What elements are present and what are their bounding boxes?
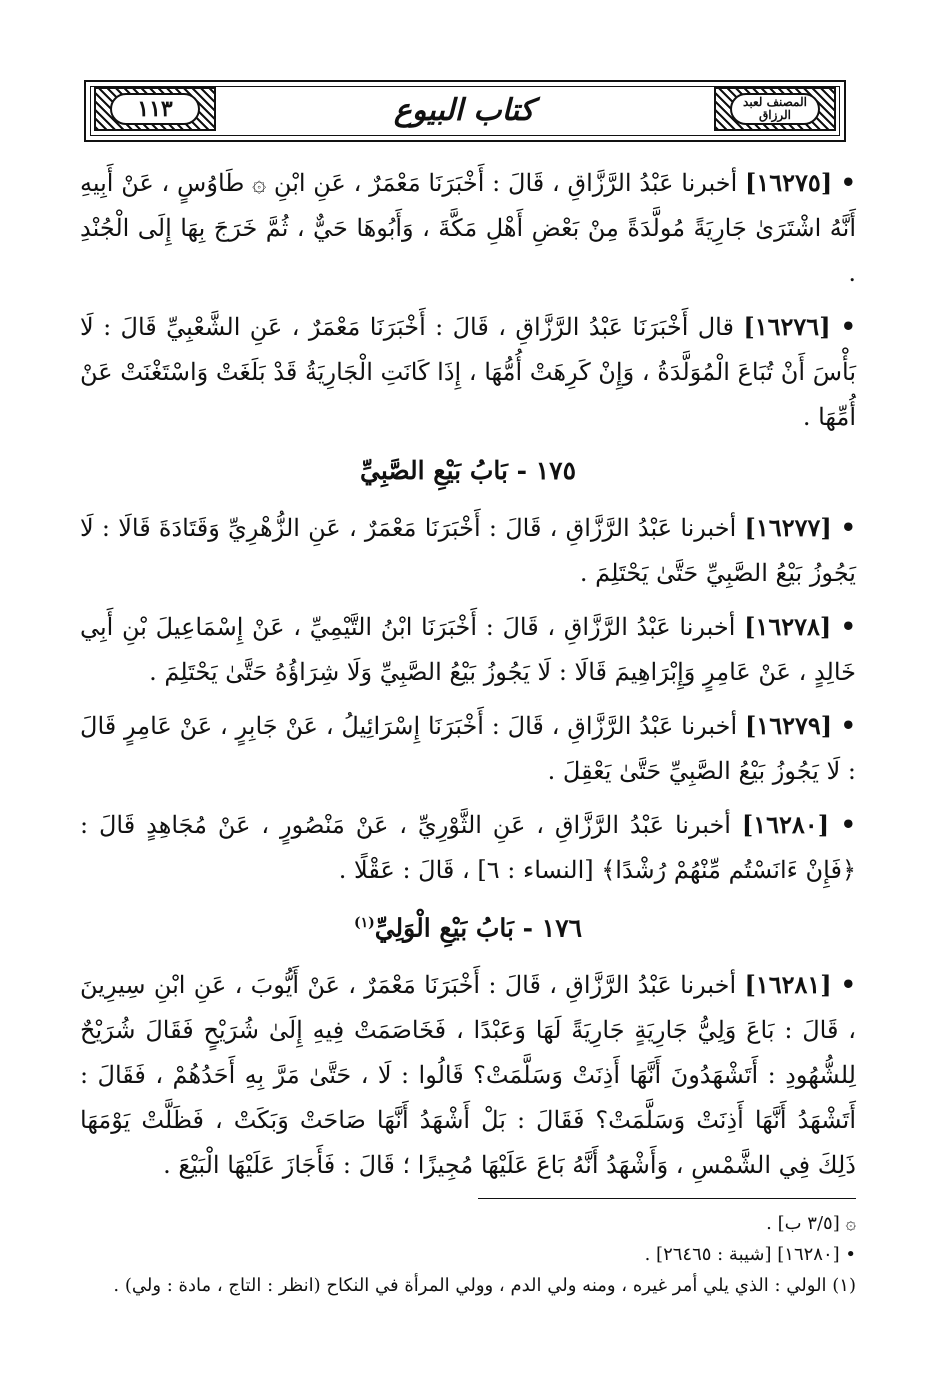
- hadith-entry: • [١٦٢٧٩] أخبرنا عَبْدُ الرَّزَّاقِ ، قَالَ : أَخْبَرَنَا إِسْرَائِيلُ ، عَنْ جَابِرٍ ، عَنْ عَامِرٍ قَالَ : لَا يَجُوزُ بَيْعُ الصَّبِيِّ حَتَّىٰ يَعْقِلَ .: [80, 711, 856, 785]
- logo-text: المصنف لعبد الرزاق: [730, 93, 820, 125]
- publisher-logo: [714, 87, 836, 131]
- hadith-entry: • [١٦٢٨٠] أخبرنا عَبْدُ الرَّزَّاقِ ، عَنِ الثَّوْرِيِّ ، عَنْ مَنْصُورٍ ، عَنْ مُجَاهِدٍ قَالَ : ﴿فَإِنْ ءَانَسْتُم مِّنْهُمْ رُشْدًا﴾ [النساء : ٦] ، قَالَ : عَقْلًا .: [80, 810, 857, 884]
- page-number-ornament: [94, 87, 216, 131]
- footnote: • [١٦٢٨٠] [شيبة : ٢٦٤٦٥] .: [644, 1244, 856, 1265]
- hadith-entry: • [١٦٢٧٥] أخبرنا عَبْدُ الرَّزَّاقِ ، قَالَ : أَخْبَرَنَا مَعْمَرٌ ، عَنِ ابْنِ ۞ طَاوُسٍ ، عَنْ أَبِيهِ أَنَّهُ اشْتَرَىٰ جَارِيَةً مُولَّدَةً مِنْ بَعْضِ أَهْلِ مَكَّةَ ، وَأَبُوهَا حَيٌّ ، ثُمَّ خَرَجَ بِهَا إِلَى الْجُنْدِ .: [80, 168, 856, 287]
- footnote-divider: [478, 1198, 856, 1199]
- section-heading: ١٧٥ - بَابُ بَيْعِ الصَّبِيِّ: [359, 456, 577, 485]
- hadith-entry: • [١٦٢٧٦] قال أَخْبَرَنَا عَبْدُ الرَّزَّاقِ ، قَالَ : أَخْبَرَنَا مَعْمَرٌ ، عَنِ الشَّعْبِيِّ قَالَ : لَا بَأْسَ أَنْ تُبَاعَ الْمُوَلَّدَةُ ، وَإِنْ كَرِهَتْ أُمُّهَا ، إِذَا كَانَتِ الْجَارِيَةُ قَدْ بَلَغَتْ وَاسْتَغْنَتْ عَنْ أُمِّهَا .: [80, 312, 857, 431]
- footnotes: [80, 1208, 856, 1301]
- page-header: [84, 80, 846, 142]
- section-heading: ١٧٦ - بَابُ بَيْعِ الْوَلِيِّ$^{(١)}$: [353, 913, 583, 943]
- main-text: [80, 160, 856, 1196]
- hadith-entry: • [١٦٢٧٧] أخبرنا عَبْدُ الرَّزَّاقِ ، قَالَ : أَخْبَرَنَا مَعْمَرٌ ، عَنِ الزُّهْرِيِّ وَقَتَادَةَ قَالَا : لَا يَجُوزُ بَيْعُ الصَّبِيِّ حَتَّىٰ يَحْتَلِمَ .: [80, 513, 857, 587]
- footnote: (١) الولي : الذي يلي أمر غيره ، ومنه ولي الدم ، وولي المرأة في النكاح (انظر : التاج ، مادة : ولي) .: [113, 1275, 856, 1296]
- book-title: كتاب البيوع: [393, 92, 535, 128]
- hadith-entry: • [١٦٢٧٨] أخبرنا عَبْدُ الرَّزَّاقِ ، قَالَ : أَخْبَرَنَا ابْنُ التَّيْمِيِّ ، عَنْ إِسْمَاعِيلَ بْنِ أَبِي خَالِدٍ ، عَنْ عَامِرٍ وَإِبْرَاهِيمَ قَالَا : لَا يَجُوزُ بَيْعُ الصَّبِيِّ وَلَا شِرَاؤُهُ حَتَّىٰ يَحْتَلِمَ .: [80, 612, 856, 686]
- page-number: ١١٣: [110, 93, 200, 125]
- footnote: ۞ [٣/٥ ب] .: [766, 1213, 856, 1234]
- hadith-entry: • [١٦٢٨١] أخبرنا عَبْدُ الرَّزَّاقِ ، قَالَ : أَخْبَرَنَا مَعْمَرٌ ، عَنْ أَيُّوبَ ، عَنِ ابْنِ سِيرِينَ ، قَالَ : بَاعَ وَلِيُّ جَارِيَةٍ جَارِيَةً لَهَا وَعَبْدًا ، فَخَاصَمَتْ فِيهِ إِلَىٰ شُرَيْحٍ فَقَالَ شُرَيْحٌ لِلشُّهُودِ : أَتَشْهَدُونَ أَنَّهَا أَذِنَتْ وَسَلَّمَتْ؟ قَالُوا : لَا ، حَتَّىٰ مَرَّ بِهِ أَحَدُهُمْ ، فَقَالَ : أَتَشْهَدُ أَنَّهَا أَذِنَتْ وَسَلَّمَتْ؟ فَقَالَ : بَلْ أَشْهَدُ أَنَّهَا صَاحَتْ وَبَكَتْ ، فَظَلَّتْ يَوْمَهَا ذَلِكَ فِي الشَّمْسِ ، وَأَشْهَدُ أَنَّهُ بَاعَ عَلَيْهَا مُجِيزًا ؛ قَالَ : فَأَجَازَ عَلَيْهَا الْبَيْعَ .: [80, 970, 857, 1180]
- footnote-marker: (١): [353, 915, 375, 931]
